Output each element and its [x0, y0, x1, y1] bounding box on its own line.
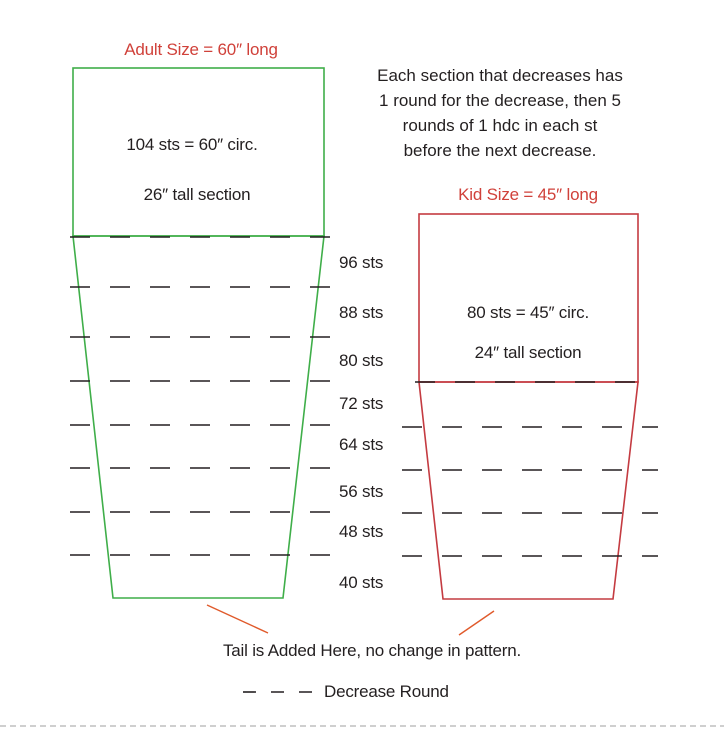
- kid-shape: [419, 214, 638, 599]
- adult-taper-section: [73, 236, 324, 598]
- tail-note: Tail is Added Here, no change in pattern.: [223, 641, 521, 660]
- adult-title: Adult Size = 60″ long: [124, 40, 278, 59]
- stitch-count-label: 80 sts: [339, 351, 384, 370]
- stitch-count-label: 88 sts: [339, 303, 384, 322]
- stitch-count-label: 96 sts: [339, 253, 384, 272]
- tail-pointer-kid: [459, 611, 494, 635]
- stitch-count-label: 40 sts: [339, 573, 384, 592]
- stitch-count-label: 72 sts: [339, 394, 384, 413]
- stitch-count-label: 48 sts: [339, 522, 384, 541]
- stitch-count-label: 64 sts: [339, 435, 384, 454]
- kid-title: Kid Size = 45″ long: [458, 185, 598, 204]
- kid-decrease-rounds: [402, 382, 658, 556]
- decrease-note-line: Each section that decreases has: [377, 66, 623, 85]
- decrease-note-line: 1 round for the decrease, then 5: [379, 91, 621, 110]
- kid-taper-section: [419, 382, 638, 599]
- stitch-count-label: 56 sts: [339, 482, 384, 501]
- adult-decrease-rounds: [70, 237, 330, 555]
- adult-section-height: 26″ tall section: [143, 185, 251, 204]
- kid-section-height: 24″ tall section: [474, 343, 582, 362]
- kid-circumference: 80 sts = 45″ circ.: [467, 303, 589, 322]
- tail-pointer-adult: [207, 605, 268, 633]
- legend-label: Decrease Round: [324, 682, 449, 701]
- decrease-note-line: before the next decrease.: [403, 141, 597, 160]
- adult-circumference: 104 sts = 60″ circ.: [126, 135, 258, 154]
- decrease-note: [350, 63, 650, 163]
- decrease-note-line: rounds of 1 hdc in each st: [402, 116, 598, 135]
